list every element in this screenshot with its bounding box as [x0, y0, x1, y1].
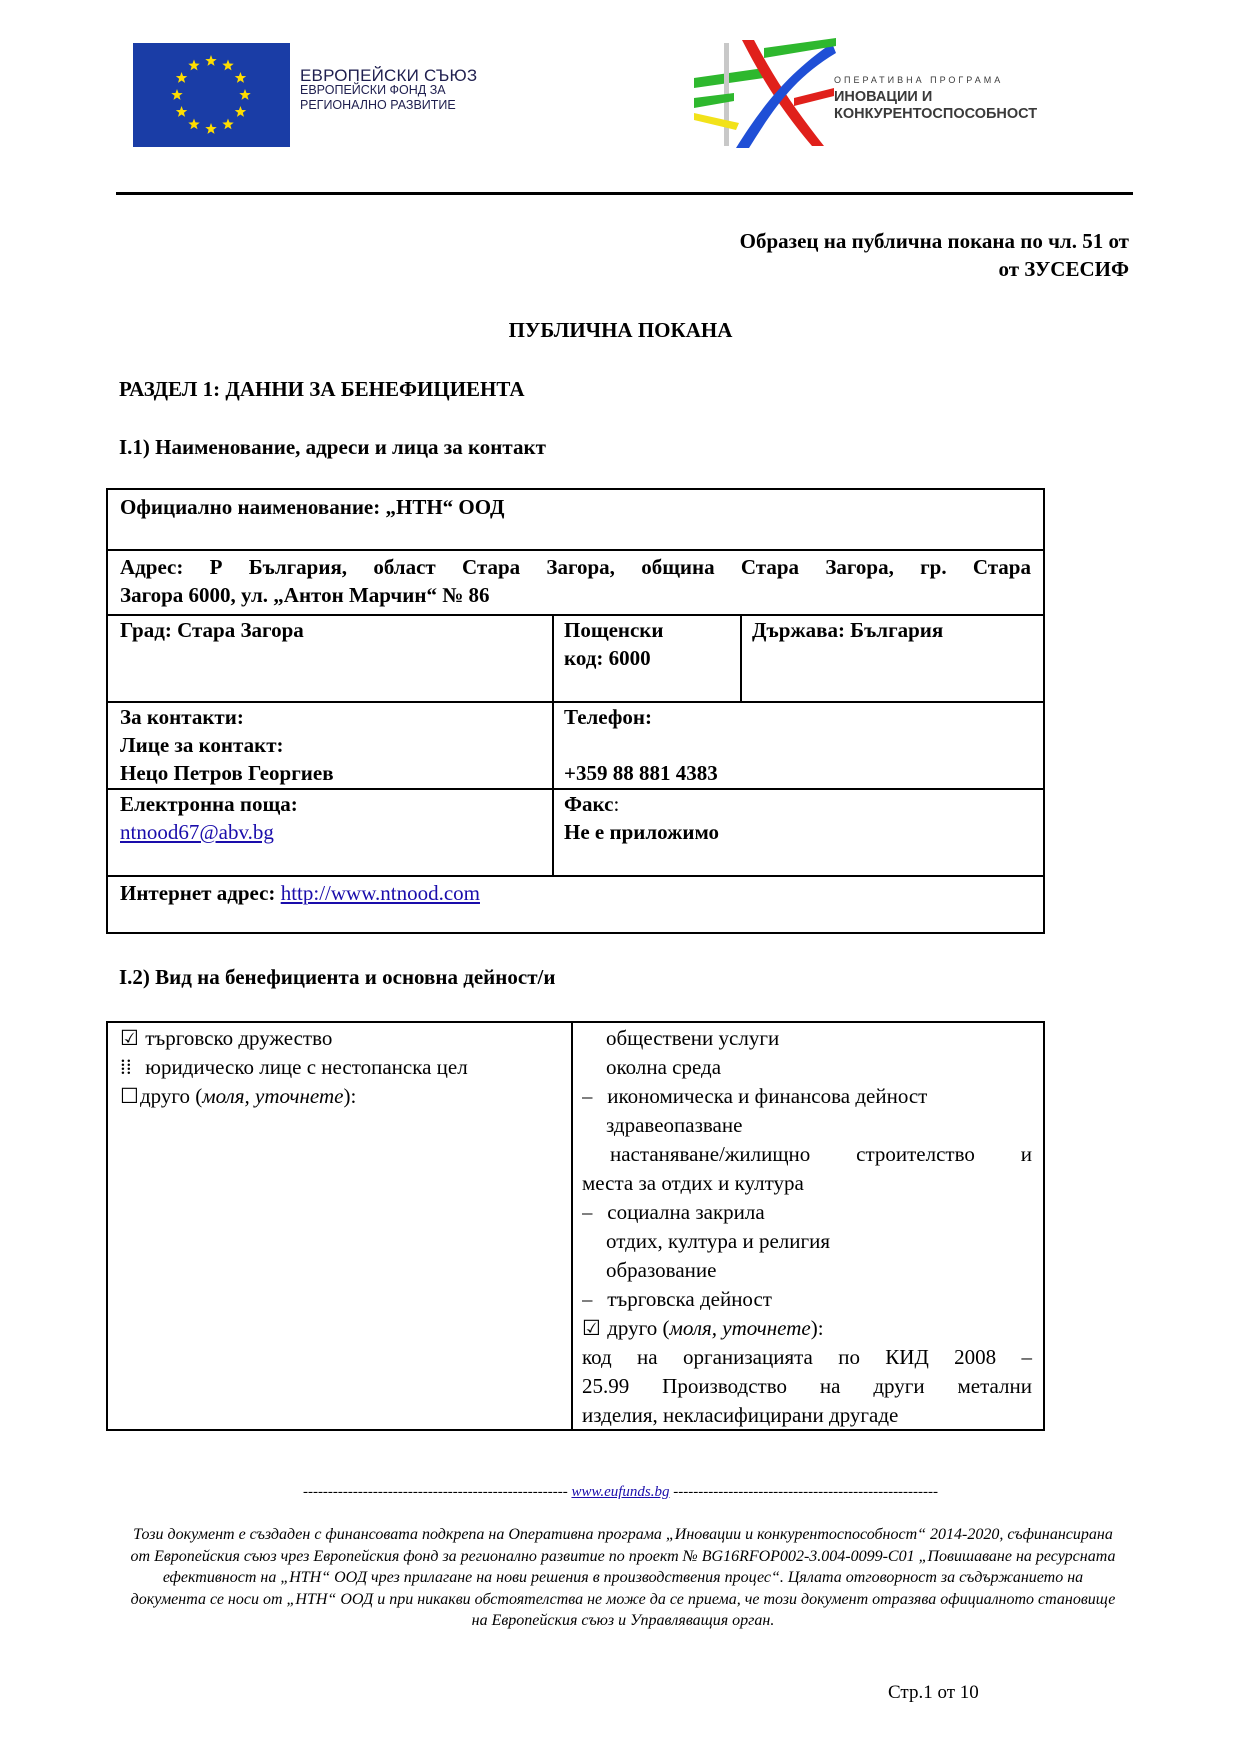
website-row — [120, 879, 480, 907]
funding-disclaimer: Този документ е създаден с финансовата подкрепа на Оперативна програма „Иновации и конкурентоспособност“ 2014-2020, съфинансирана от Европейския съюз чрез Европейския фонд за регионално развитие по проект № BG16RFOP002-3.004-0099-C01 „Повишаване на ресурсната ефективност на „НТН“ ООД чрез прилагане на нови решения в производствения процес“. Цялата отговорност за съдържанието на документа се носи от „НТН“ ООД и при никакви обстоятелства не може да се приема, че този документ отразява официалното становище на Европейския съюз и Управляващия орган. — [130, 1526, 1116, 1629]
activity-environment: околна среда — [606, 1055, 722, 1079]
fax-colon: : — [613, 792, 620, 816]
footer-dashes-right: ----------------------------------------------------- — [673, 1484, 939, 1500]
eu-star — [176, 106, 187, 117]
eu-star — [235, 106, 246, 117]
fax-value: Не е приложимо — [564, 820, 719, 844]
email-label: Електронна поща: — [120, 792, 298, 816]
op-logo-line2: ИНОВАЦИИ И — [834, 89, 933, 105]
checkbox-checked-icon[interactable]: ☑ — [120, 1026, 139, 1050]
section-1-heading: РАЗДЕЛ 1: ДАННИ ЗА БЕНЕФИЦИЕНТА — [119, 377, 525, 401]
eu-logo-text — [300, 68, 477, 113]
detail-line1: код на организацията по КИД 2008 – — [582, 1345, 1032, 1369]
beneficiary-type-table — [106, 1021, 1045, 1431]
activity-housing-line1: настаняване/жилищно строителство и — [610, 1142, 1032, 1166]
phone-block — [564, 703, 718, 787]
activity-label: друго ( — [607, 1316, 670, 1340]
subsection-1-1-heading: I.1) Наименование, адреси и лица за контакт — [119, 435, 546, 459]
eu-star — [176, 72, 187, 83]
eu-star — [222, 118, 233, 129]
eu-star — [235, 72, 246, 83]
detail-line2: 25.99 Производство на други метални — [582, 1374, 1032, 1398]
fax-label: Факс — [564, 792, 614, 816]
form-reference — [740, 227, 1129, 283]
option-label-tail: ): — [343, 1084, 357, 1108]
eu-star — [239, 89, 250, 100]
activity-hint: моля, уточнете — [669, 1316, 811, 1340]
option-non-profit — [120, 1053, 468, 1082]
activity-label: икономическа и финансова дейност — [607, 1084, 928, 1108]
checkbox-unchecked-icon[interactable]: ⎯ — [582, 1200, 593, 1224]
website-label: Интернет адрес: — [120, 881, 276, 905]
op-logo-line3: КОНКУРЕНТОСПОСОБНОСТ — [834, 106, 1038, 122]
contact-table — [106, 488, 1045, 934]
address-line2: Загора 6000, ул. „Антон Марчин“ № 86 — [120, 583, 490, 607]
activity-public-services: обществени услуги — [606, 1026, 780, 1050]
contact-person-name: Нецо Петров Георгиев — [120, 761, 334, 785]
page-number: Стр.1 от 10 — [888, 1682, 979, 1703]
activity-commercial — [582, 1285, 772, 1314]
checkbox-unchecked-icon[interactable]: ⁞⁞ — [120, 1055, 132, 1079]
detail-line3: изделия, некласифицирани другаде — [582, 1403, 899, 1427]
eu-star — [205, 123, 216, 134]
option-label: търговско дружество — [145, 1026, 333, 1050]
activity-housing-line2: места за отдих и култура — [582, 1171, 804, 1195]
eu-star — [222, 60, 233, 71]
postal-code — [564, 616, 664, 672]
fax-block — [564, 790, 719, 846]
address-line1: Адрес: Р България, област Стара Загора, община Стара Загора, гр. Стара — [120, 555, 1031, 579]
eu-star — [188, 60, 199, 71]
checkbox-unchecked-icon[interactable]: ☐ — [120, 1084, 139, 1108]
email-block — [120, 790, 298, 846]
operational-programme-logo-text — [834, 72, 1037, 123]
document-title: ПУБЛИЧНА ПОКАНА — [508, 318, 733, 342]
contacts-block — [120, 703, 334, 787]
activity-economic-financial — [582, 1082, 927, 1111]
eu-logo-line1: ЕВРОПЕЙСКИ СЪЮЗ — [300, 66, 478, 85]
website-link[interactable]: http://www.ntnood.com — [280, 881, 480, 905]
phone-value: +359 88 881 4383 — [564, 761, 718, 785]
postal-code-value: код: 6000 — [564, 646, 651, 670]
contact-person-label: Лице за контакт: — [120, 733, 284, 757]
activity-label: търговска дейност — [607, 1287, 772, 1311]
eu-star — [171, 89, 182, 100]
email-link[interactable]: ntnood67@abv.bg — [120, 820, 274, 844]
address — [120, 553, 1031, 609]
activity-social-protection — [582, 1198, 765, 1227]
eu-star — [188, 118, 199, 129]
eu-star — [205, 55, 216, 66]
activity-other — [582, 1314, 824, 1343]
header-divider — [116, 192, 1133, 195]
operational-programme-logo-icon — [694, 38, 836, 151]
eu-logo-line2: ЕВРОПЕЙСКИ ФОНД ЗА — [300, 83, 446, 97]
eu-stars-icon — [133, 43, 290, 147]
phone-label: Телефон: — [564, 705, 653, 729]
activity-housing — [582, 1140, 1032, 1198]
footer-dashes-left: ----------------------------------------------------- — [302, 1484, 568, 1500]
eu-logo-line3: РЕГИОНАЛНО РАЗВИТИЕ — [300, 98, 456, 112]
checkbox-checked-icon[interactable]: ☑ — [582, 1316, 601, 1340]
subsection-1-2-heading: I.2) Вид на бенефициента и основна дейност/и — [119, 965, 556, 989]
checkbox-unchecked-icon[interactable]: ⎯ — [582, 1287, 593, 1311]
activity-label-tail: ): — [810, 1316, 824, 1340]
activity-other-detail — [582, 1343, 1032, 1430]
op-logo-line1: ОПЕРАТИВНА ПРОГРАМА — [834, 75, 1004, 85]
activity-label: социална закрила — [607, 1200, 765, 1224]
option-commercial-company — [120, 1024, 332, 1053]
option-other — [120, 1082, 356, 1111]
postal-code-label: Пощенски — [564, 618, 664, 642]
activity-education: образование — [606, 1258, 717, 1282]
activity-recreation: отдих, култура и религия — [606, 1229, 831, 1253]
form-reference-line1: Образец на публична покана по чл. 51 от — [739, 229, 1129, 253]
official-name: Официално наименование: „НТН“ ООД — [120, 495, 505, 519]
form-reference-line2: от ЗУСЕСИФ — [998, 257, 1129, 281]
checkbox-unchecked-icon[interactable]: ⎯ — [582, 1084, 593, 1108]
eu-flag-logo — [133, 43, 290, 147]
footer-separator — [0, 1484, 1241, 1501]
contacts-label: За контакти: — [120, 705, 244, 729]
country: Държава: България — [752, 618, 944, 642]
activity-health: здравеопазване — [606, 1113, 743, 1137]
city: Град: Стара Загора — [120, 618, 304, 642]
option-hint: моля, уточнете — [202, 1084, 344, 1108]
footer-site-link[interactable]: www.eufunds.bg — [571, 1484, 670, 1500]
option-label: друго ( — [140, 1084, 203, 1108]
option-label: юридическо лице с нестопанска цел — [145, 1055, 468, 1079]
